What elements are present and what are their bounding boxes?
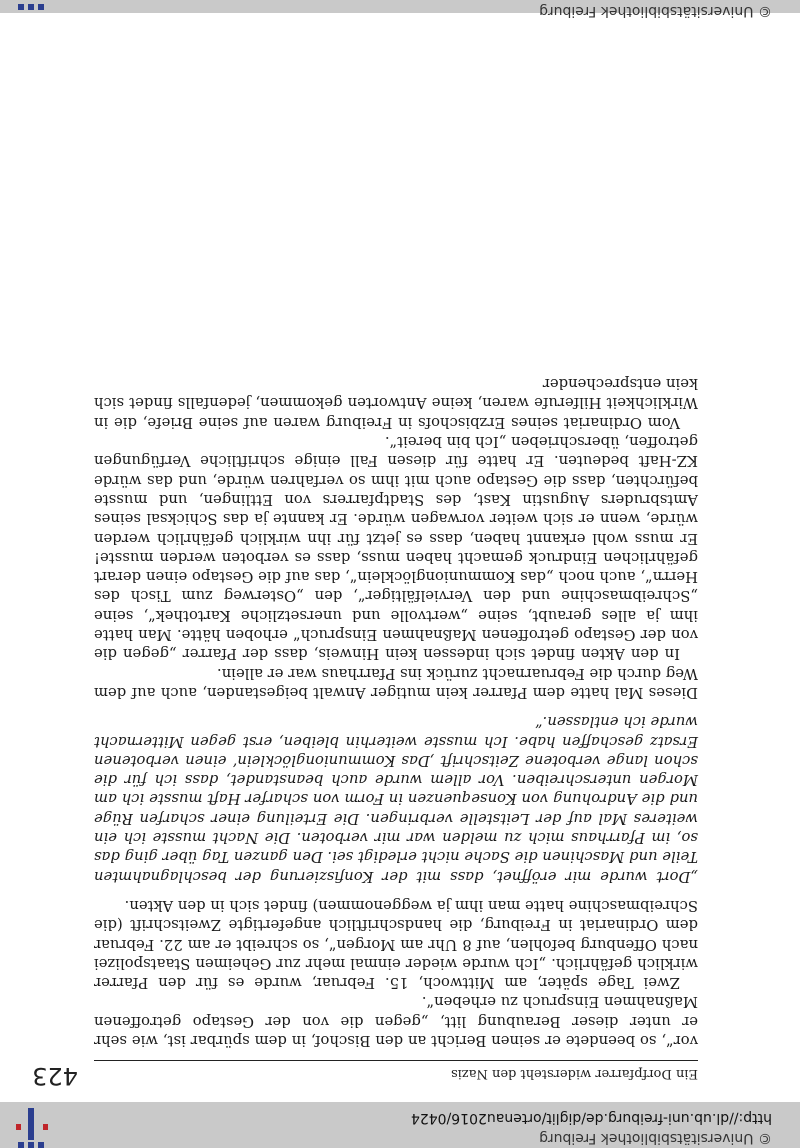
university-logo-icon <box>12 0 52 13</box>
paragraph: Zwei Tage später, am Mittwoch, 15. Februar, wurde es für den Pfarrer wirklich gefährlich. „Ich wurde wieder einmal mehr zur Geheimen Staatspolizei nach Offenburg befohlen, auf 8 Uhr am Morgen“, so schreibt er am 22. Februar dem Ordinariat in Freiburg, die handschriftlich angefertigte Zweitschrift (die Schreibmaschine hatte man ihm ja weggenommen) findet sich in den Akten. <box>94 896 698 992</box>
library-copyright-top: © Universitätsbibliothek Freiburg <box>539 3 772 19</box>
page-number: 423 <box>32 1062 78 1090</box>
running-head-title: Ein Dorfpfarrer widersteht den Nazis <box>451 1066 698 1081</box>
paragraph: Vom Ordinariat seines Erzbischofs in Freiburg waren auf seine Briefe, die in Wirklichkeit Hilferufe waren, keine Antworten gekommen, jedenfalls findet sich kein entsprechender <box>94 375 698 431</box>
library-url-link[interactable]: http://dl.ub.uni-freiburg.de/diglit/ortenau2016/0424 <box>410 1110 772 1126</box>
paragraph: In den Akten findet sich indessen kein Hinweis, dass der Pfarrer „gegen die von der Gestapo getroffenen Maßnahmen Einspruch“ erhoben hätte. Man hatte ihm ja alles geraubt, seine „wertvolle und unersetzliche Kartothek“, seine „Schreibmaschine und den Vervielfältiger“, den „Osterweg zum Tisch des Herrn“, auch noch „das Kommunionglöcklein“, das auf die Gestapo einen derart gefährlichen Eindruck gemacht haben muss, dass es verboten werden musste! Er muss wohl erkannt haben, dass es jetzt für ihn wirklich gefährlich werden würde, wenn er sich weiter vorwagen würde. Er kannte ja das Schicksal seines Amtsbruders Augustin Kast, des Stadtpfarrers von Ettlingen, und musste befürchten, dass die Gestapo auch mit ihm so verfahren würde, und das würde KZ-Haft bedeuten. Er hatte für diesen Fall einige schriftliche Verfügungen getroffen, überschrieben „Ich bin bereit“. <box>94 433 698 663</box>
library-header-bar <box>0 0 800 19</box>
paragraph: Dieses Mal hatte dem Pfarrer kein mutiger Anwalt beigestanden, auch auf dem Weg durch die Februarnacht zurück ins Pfarrhaus war er allein. <box>94 664 698 701</box>
running-head <box>94 1060 698 1081</box>
block-quote: „Dort wurde mir eröffnet, dass mit der Konfiszierung der beschlagnahmten Teile und Maschinen die Sache nicht erledigt sei. Den ganzen Tag über ging das so, im Pfarrhaus mich zu melden war mir verboten. Die Nacht musste ich ein weiteres Mal auf der Leitstelle verbringen. Die Erteilung einer scharfen Rüge und die Androhung von Konsequenzen in Form von scharfer Haft musste ich am Morgen unterschreiben. Vor allem wurde auch beanstandet, dass ich für die schon lange verbotene Zeitschrift ‚Das Kommunionglöcklein‘ einen verbotenen Ersatz geschaffen habe. Ich musste weiterhin bleiben, erst gegen Mitternacht wurde ich entlassen.“ <box>94 713 698 885</box>
university-logo-icon <box>12 1102 52 1148</box>
library-footer-bar <box>0 1102 800 1148</box>
paragraph: vor“, so beendete er seinen Bericht an den Bischof, in dem spürbar ist, wie sehr er unter dieser Beraubung litt, „gegen die von der Gestapo getroffenen Maßnahmen Einspruch zu erheben“. <box>94 993 698 1049</box>
library-copyright: © Universitätsbibliothek Freiburg <box>539 1130 772 1146</box>
body-text <box>94 374 698 1050</box>
